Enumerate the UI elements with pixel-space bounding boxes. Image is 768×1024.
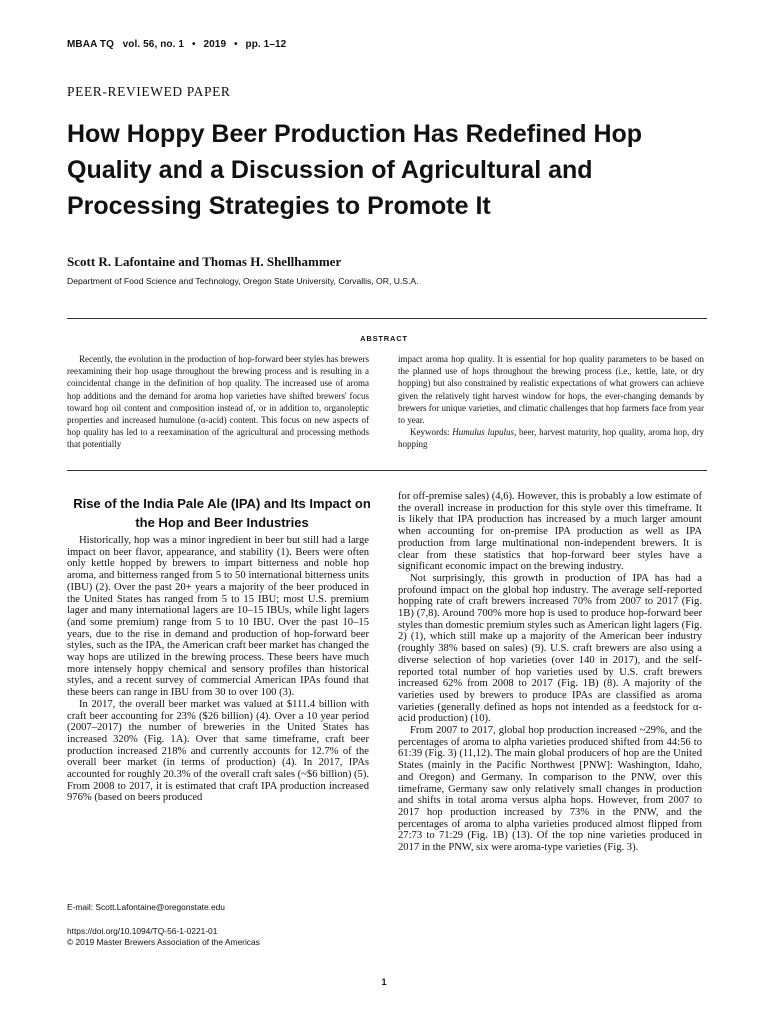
body-paragraph: for off-premise sales) (4,6). However, this is probably a low estimate of the overall increase in production for this style over this timeframe. It is likely that IPA production has increased by a much larger amount when accounting for on-premise IPA production as well as IPA production from large multinational non-independent brewers. It is clear from these statistics that hop-forward beer styles have a significant economic impact on the brewing industry.: [398, 491, 702, 573]
abstract-text: impact aroma hop quality. It is essential for hop quality parameters to be based on the planned use of hops throughout the brewing process (i.e., kettle, late, or dry hopping) but also constrained by realistic expectations of what growers can achieve given the relatively tight harvest window for hops, the ever-changing demands by brewers for unique varieties, and climatic challenges that hop farmers face from year to year.: [398, 354, 704, 426]
keywords-species: Humulus lupulus,: [452, 427, 517, 438]
correspondence-footnote: [67, 902, 367, 948]
section-heading: Rise of the India Pale Ale (IPA) and Its Impact on the Hop and Beer Industries: [73, 496, 371, 530]
doi-link[interactable]: https://doi.org/10.1094/TQ-56-1-0221-01: [67, 926, 218, 936]
abstract-top-rule: [67, 318, 707, 319]
paper-title: How Hoppy Beer Production Has Redefined Hop Quality and a Discussion of Agricultural and Processing Strategies to Promote It: [67, 120, 643, 220]
body-left-column: [67, 535, 369, 804]
abstract-text: Recently, the evolution in the production of hop-forward beer styles has brewers reexamining their hop usage throughout the brewing process and is resulting in a coincidental change in the definition of hop quality. The increased use of aroma hop additions and the demand for aroma hop varieties have shifted brewers' focus toward hop oil content and composition instead of, or in addition to, organoleptic properties and increased humulone (α-acid) content. This focus on new aspects of hop quality has led to a reexamination of the agricultural and processing methods that potentially: [67, 354, 369, 450]
author-affiliation: Department of Food Science and Technology, Oregon State University, Corvallis, OR, U.S.A.: [67, 276, 419, 286]
header-bullet: •: [234, 39, 238, 50]
page-number: 1: [381, 977, 387, 987]
journal-volume: vol. 56, no. 1: [122, 39, 185, 50]
journal-year: 2019: [203, 39, 227, 50]
abstract-right-column: [398, 353, 704, 451]
copyright-notice: © 2019 Master Brewers Association of the Americas: [67, 937, 260, 947]
body-paragraph: From 2007 to 2017, global hop production increased ~29%, and the percentages of aroma to alpha varieties produced shifted from 44:56 to 61:39 (Fig. 3) (11,12). The main global producers of hop are the United States (mainly in the Pacific Northwest [PNW]: Washington, Idaho, and Oregon) and Germany. In comparison to the PNW, over this timeframe, Germany saw only relatively small changes in production and shifts in total aroma versus alpha hops. However, from 2007 to 2017 hop production increased by 73% in the PNW, and the percentages of aroma to alpha varieties produced almost flipped from 27:73 to 71:29 (Fig. 1B) (13). Of the top nine varieties produced in 2017 in the PNW, six were aroma-type varieties (Fig. 3).: [398, 725, 702, 854]
keywords-list: beer, harvest maturity, hop quality, aroma hop, dry hopping: [398, 427, 705, 450]
abstract-keywords: [398, 426, 704, 450]
abstract-left-column: [67, 353, 369, 451]
journal-header: [67, 39, 286, 50]
abstract-heading: ABSTRACT: [360, 334, 408, 343]
body-paragraph: In 2017, the overall beer market was valued at $111.4 billion with craft beer accounting for 23% ($26 billion) (4). Over a 10 year period (2007–2017) the number of breweries in the United States has increased 320% (Fig. 1A). Over that same timeframe, craft beer production increased 218% and currently accounts for 12.7% of the overall beer market (in terms of production) (4). In 2017, IPAs accounted for roughly 20.3% of the overall craft sales (~$6 billion) (5). From 2008 to 2017, it is estimated that craft IPA production increased 976% (based on beers produced: [67, 698, 369, 804]
header-bullet: •: [191, 39, 196, 50]
paper-type-label: PEER-REVIEWED PAPER: [67, 84, 231, 99]
abstract-bottom-rule: [67, 470, 707, 471]
keywords-label: Keywords:: [410, 427, 450, 438]
journal-name: MBAA TQ: [67, 39, 114, 50]
body-paragraph: Not surprisingly, this growth in production of IPA has had a profound impact on the global hop industry. The average self-reported hopping rate of craft brewers increased 70% from 2007 to 2017 (Fig. 1B) (7,8). Around 700% more hop is used to produce hop-forward beer styles than domestic premium styles such as American light lagers (Fig. 2) (1), which still make up a majority of the American beer industry (roughly 38% based on sales) (9). U.S. craft brewers are also using a diverse selection of hop varieties (over 140 in 2017), and the self-reported total number of hop varieties used by U.S. craft brewers increased 62% from 2008 to 2017 (Fig. 1B) (8). A majority of the varieties used by brewers to produce IPAs are classified as aroma varieties (generally defined as hops not intended as a feedstock for α-acid production) (10).: [398, 572, 702, 725]
paper-authors: Scott R. Lafontaine and Thomas H. Shellhammer: [67, 254, 342, 269]
journal-pages: pp. 1–12: [245, 39, 287, 50]
body-paragraph: Historically, hop was a minor ingredient in beer but still had a large impact on beer flavor, appearance, and stability (1). Beers were often only kettle hopped by brewers to impart bitterness and noble hop aroma, and bitterness ranged from 5 to 50 international bitterness units (IBU) (2). Over the past 20+ years a majority of the beer produced in the United States has ranged from 5 to 15 IBU; most U.S. premium lager and many international lagers are 10–15 IBUs, while light lagers (and some premium) range from 5 to 10 IBU. Over the past 10–15 years, due to the rise in demand and production of hop-forward beer styles, such as the IPA, the American craft beer market has changed the way hops are utilized in the brewing process. These beers have much more intensely hoppy chemical and sensory profiles than historical styles, and a recent survey of commercial American IPAs found that these beers can range in IBU from 30 to over 100 (3).: [67, 535, 370, 699]
body-right-column: [398, 491, 702, 854]
corresponding-email[interactable]: E-mail: Scott.Lafontaine@oregonstate.edu: [67, 902, 225, 912]
